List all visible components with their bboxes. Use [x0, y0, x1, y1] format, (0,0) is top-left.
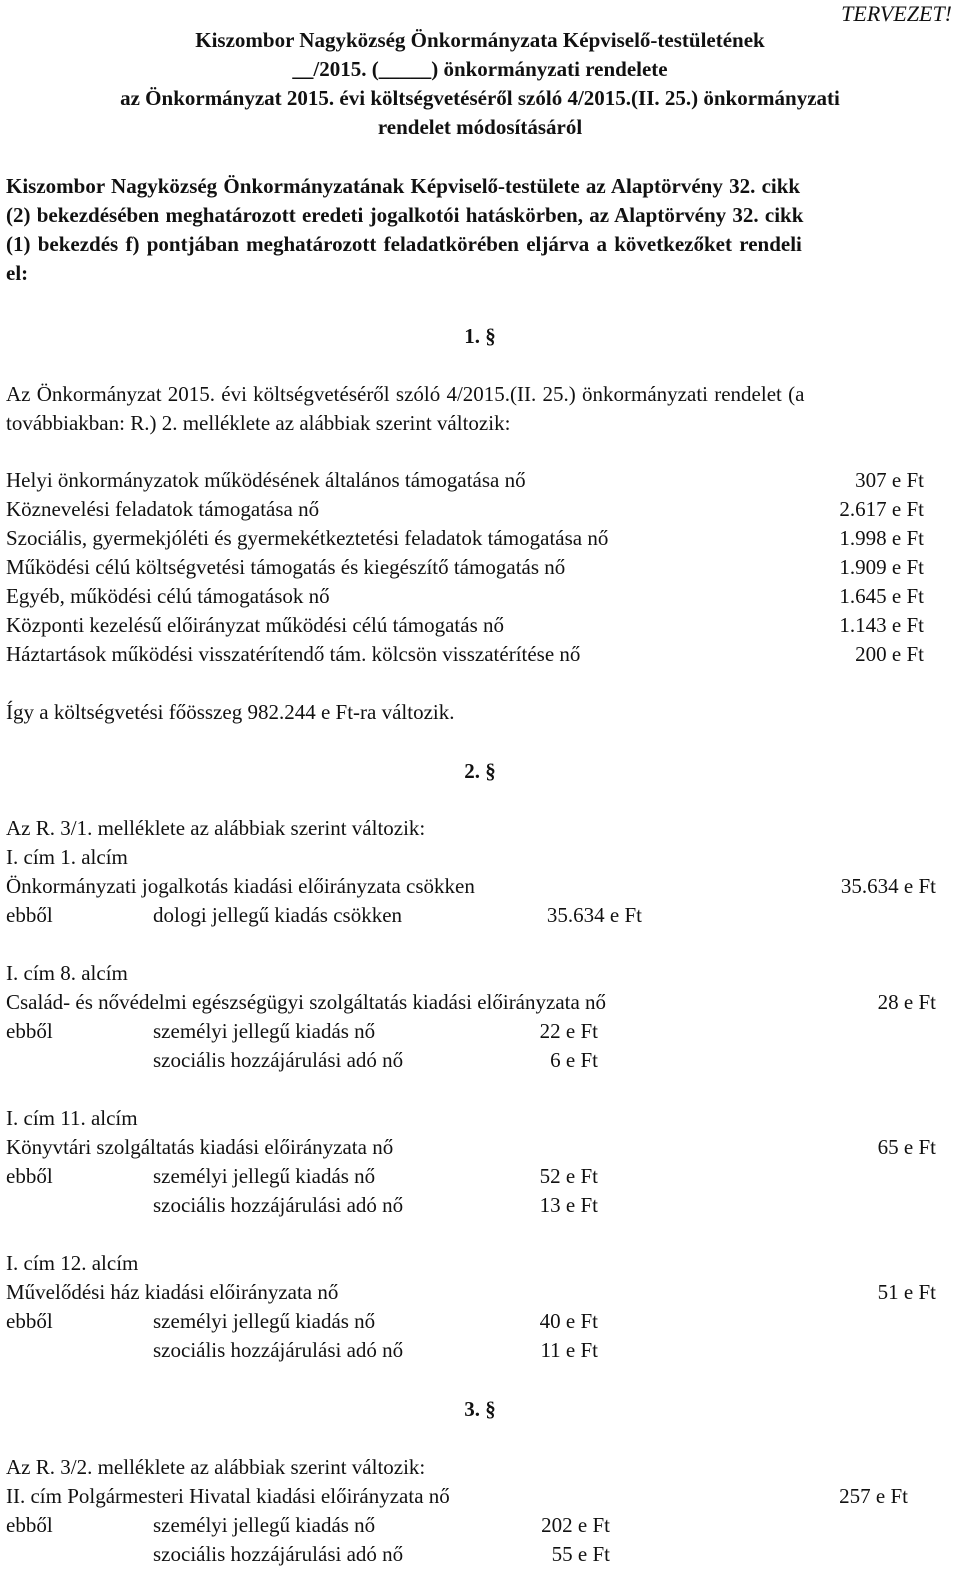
section-2-intro: Az R. 3/1. melléklete az alábbiak szerint változik:	[6, 816, 426, 840]
budget-item-value: 1.143 e Ft	[839, 613, 924, 637]
block-ebbol: ebből	[6, 903, 53, 927]
section-1-intro-line-2: továbbiakban: R.) 2. melléklete az alábbiak szerint változik:	[6, 411, 511, 435]
budget-item-label: Köznevelési feladatok támogatása nő	[6, 497, 320, 521]
budget-item-value: 200 e Ft	[855, 642, 924, 666]
budget-item-value: 1.998 e Ft	[839, 526, 924, 550]
block-line-value: 52 e Ft	[539, 1164, 598, 1188]
block-title: Könyvtári szolgáltatás kiadási előirányzata nő	[6, 1135, 394, 1159]
section-3-line-value: 55 e Ft	[551, 1542, 610, 1566]
section-3-total: 257 e Ft	[839, 1484, 908, 1508]
section-3-title: II. cím Polgármesteri Hivatal kiadási előirányzata nő	[6, 1484, 450, 1508]
section-3-line-value: 202 e Ft	[541, 1513, 610, 1537]
section-2-heading: 2. §	[464, 759, 496, 783]
block-cim-label: I. cím 8. alcím	[6, 961, 128, 985]
block-ebbol: ebből	[6, 1164, 53, 1188]
block-total: 51 e Ft	[877, 1280, 936, 1304]
preamble-line-4: el:	[6, 261, 29, 285]
section-3-intro: Az R. 3/2. melléklete az alábbiak szerint változik:	[6, 1455, 426, 1479]
block-total: 28 e Ft	[877, 990, 936, 1014]
preamble-line-3: (1) bekezdés f) pontjában meghatározott feladatkörében eljárva a következőket rendeli	[6, 232, 802, 256]
block-line-label: szociális hozzájárulási adó nő	[153, 1193, 404, 1217]
section-3-ebbol: ebből	[6, 1513, 53, 1537]
document-title-line-3: az Önkormányzat 2015. évi költségvetéséről szóló 4/2015.(II. 25.) önkormányzati	[120, 86, 840, 110]
block-line-label: szociális hozzájárulási adó nő	[153, 1048, 404, 1072]
budget-item-value: 1.645 e Ft	[839, 584, 924, 608]
section-1-intro-line-1: Az Önkormányzat 2015. évi költségvetéséről szóló 4/2015.(II. 25.) önkormányzati rendelet (a	[6, 382, 805, 406]
document-title-line-4: rendelet módosításáról	[377, 115, 583, 139]
budget-item-label: Egyéb, működési célú támogatások nő	[6, 584, 330, 608]
budget-item-label: Működési célú költségvetési támogatás és kiegészítő támogatás nő	[6, 555, 566, 579]
budget-item-value: 1.909 e Ft	[839, 555, 924, 579]
block-line-value: 35.634 e Ft	[546, 903, 642, 927]
block-line-label: személyi jellegű kiadás nő	[153, 1309, 376, 1333]
block-line-value: 13 e Ft	[539, 1193, 598, 1217]
block-line-label: dologi jellegű kiadás csökken	[153, 903, 403, 927]
budget-item-value: 2.617 e Ft	[839, 497, 924, 521]
block-ebbol: ebből	[6, 1019, 53, 1043]
block-total: 35.634 e Ft	[840, 874, 936, 898]
budget-item-label: Központi kezelésű előirányzat működési célú támogatás nő	[6, 613, 505, 637]
section-3-line-label: személyi jellegű kiadás nő	[153, 1513, 376, 1537]
block-cim-label: I. cím 12. alcím	[6, 1251, 139, 1275]
block-line-label: szociális hozzájárulási adó nő	[153, 1338, 404, 1362]
block-line-value: 11 e Ft	[540, 1338, 598, 1362]
section-3-line-label: szociális hozzájárulási adó nő	[153, 1542, 404, 1566]
block-line-label: személyi jellegű kiadás nő	[153, 1019, 376, 1043]
preamble-line-1: Kiszombor Nagyközség Önkormányzatának Képviselő-testülete az Alaptörvény 32. cikk	[6, 174, 801, 198]
draft-label: TERVEZET!	[841, 1, 952, 26]
block-total: 65 e Ft	[877, 1135, 936, 1159]
budget-item-label: Helyi önkormányzatok működésének általános támogatása nő	[6, 468, 526, 492]
block-line-value: 22 e Ft	[539, 1019, 598, 1043]
block-cim-label: I. cím 11. alcím	[6, 1106, 138, 1130]
block-cim-label: I. cím 1. alcím	[6, 845, 128, 869]
block-line-value: 40 e Ft	[539, 1309, 598, 1333]
section-1-summary: Így a költségvetési főösszeg 982.244 e Ft-ra változik.	[6, 700, 455, 724]
block-title: Család- és nővédelmi egészségügyi szolgáltatás kiadási előirányzata nő	[6, 990, 607, 1014]
document-title-line-2: __/2015. (_____) önkormányzati rendelete	[292, 57, 668, 81]
section-1-heading: 1. §	[464, 324, 496, 348]
section-3-heading: 3. §	[464, 1397, 496, 1421]
block-title: Önkormányzati jogalkotás kiadási előirányzata csökken	[6, 874, 475, 898]
block-line-value: 6 e Ft	[550, 1048, 598, 1072]
block-title: Művelődési ház kiadási előirányzata nő	[6, 1280, 339, 1304]
budget-item-label: Háztartások működési visszatérítendő tám. kölcsön visszatérítése nő	[6, 642, 581, 666]
block-line-label: személyi jellegű kiadás nő	[153, 1164, 376, 1188]
document-title-line-1: Kiszombor Nagyközség Önkormányzata Képviselő-testületének	[195, 28, 765, 52]
preamble-line-2: (2) bekezdésében meghatározott eredeti jogalkotói hatáskörben, az Alaptörvény 32. cikk	[6, 203, 804, 227]
budget-item-value: 307 e Ft	[855, 468, 924, 492]
budget-item-label: Szociális, gyermekjóléti és gyermekétkeztetési feladatok támogatása nő	[6, 526, 609, 550]
block-ebbol: ebből	[6, 1309, 53, 1333]
